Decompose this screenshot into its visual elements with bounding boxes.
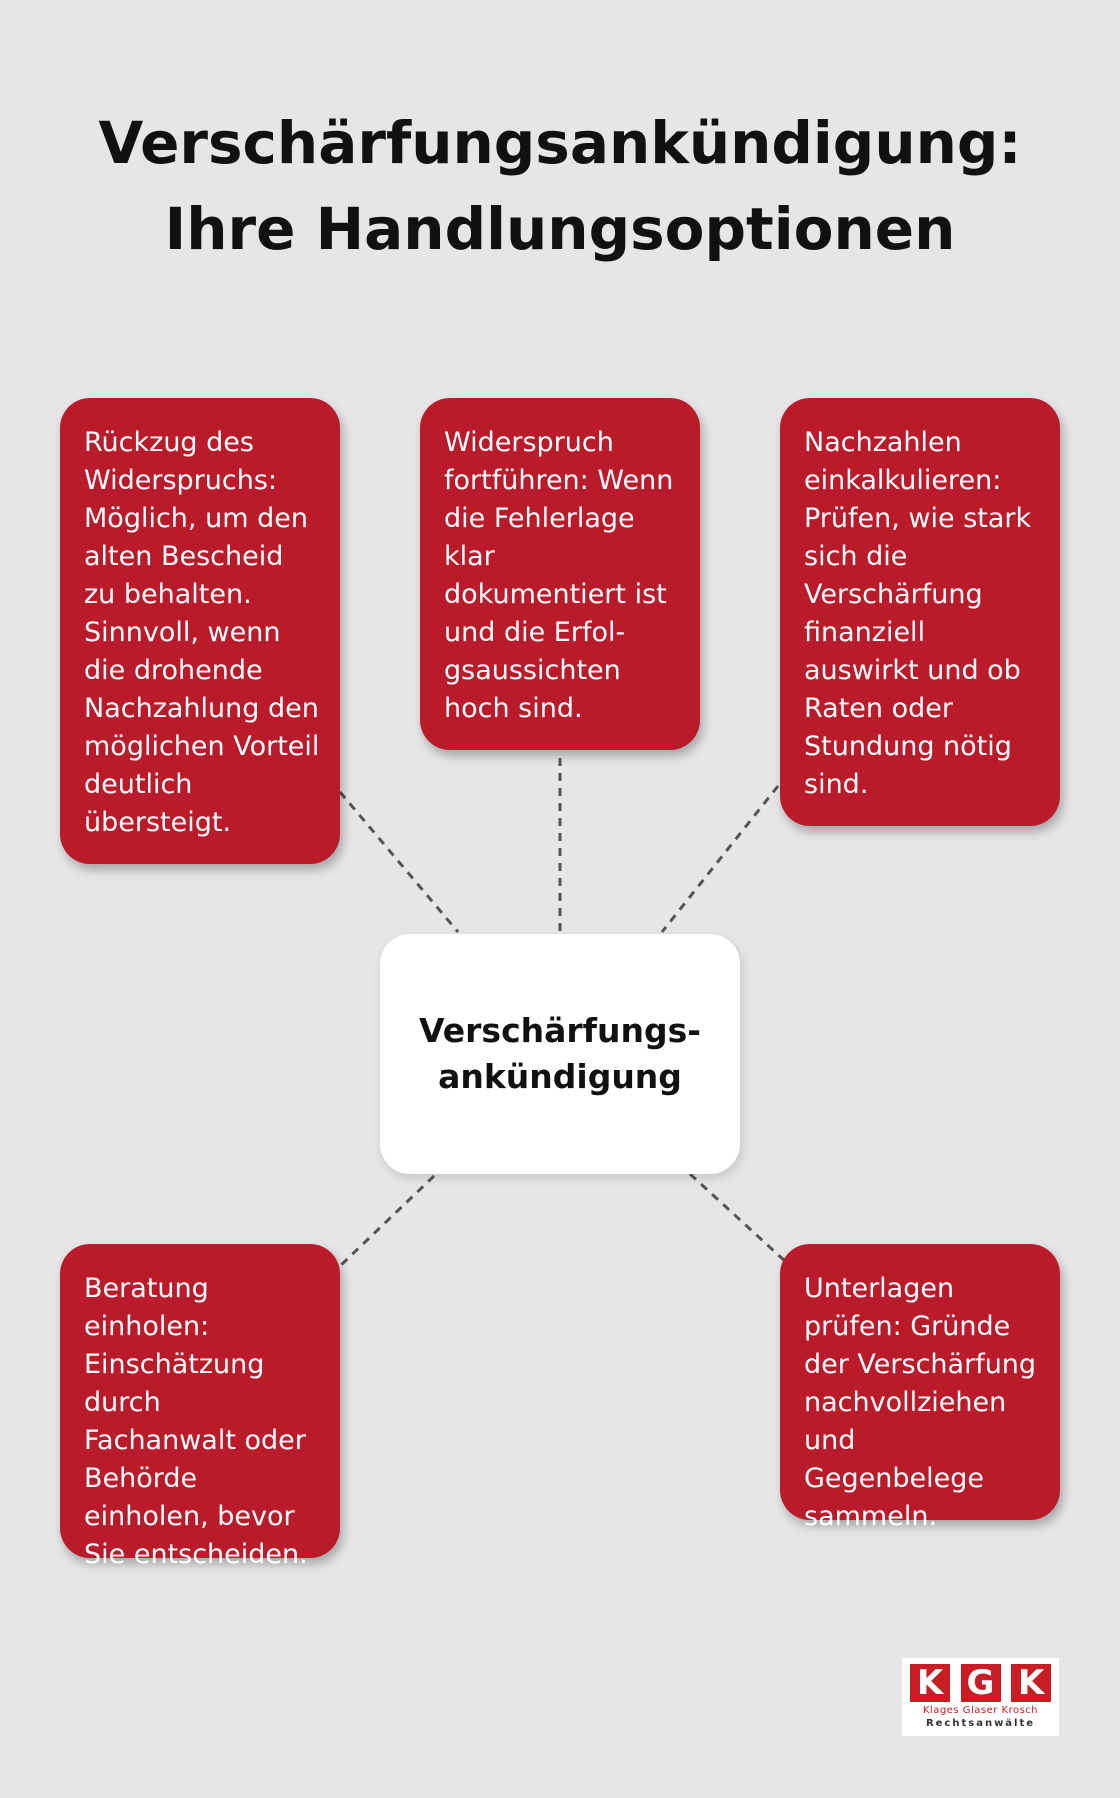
center-node xyxy=(380,934,740,1174)
connector-documents xyxy=(690,1174,786,1262)
option-withdraw-text: Rückzug des Widerspruchs: Möglich, um den alten Bescheid zu behalten. Sinnvoll, wenn die drohende Nachzahlung den möglichen Vorteil deutlich übersteigt. xyxy=(84,427,320,838)
option-plan-back-payment xyxy=(780,398,1060,826)
connector-withdraw xyxy=(340,792,458,932)
connector-backpay xyxy=(662,786,778,932)
option-get-advice xyxy=(60,1244,340,1570)
kgk-logo xyxy=(902,1658,1059,1736)
logo-subtitle: Rechtsanwälte xyxy=(925,1718,1036,1729)
option-documents-text: Unterlagen prüfen: Gründe der Verschärfung nachvollziehen und Gegenbelege sammeln. xyxy=(804,1273,1037,1532)
option-continue-objection xyxy=(420,398,700,750)
connector-advice xyxy=(340,1176,434,1266)
option-advice-text: Beratung einholen: Einschätzung durch Fachanwalt oder Behörde einholen, bevor Sie entscheiden. xyxy=(84,1273,308,1570)
logo-letters xyxy=(902,1664,1059,1702)
option-backpay-text: Nachzahlen einkalkulieren: Prüfen, wie stark sich die Verschärfung finanziell auswirkt und ob Raten oder Stundung nötig sind. xyxy=(804,427,1032,800)
title-line-1: Verschärfungsankündigung: xyxy=(98,109,1022,177)
title-line-2: Ihre Handlungsoptionen xyxy=(164,195,956,263)
logo-letter-k2: K xyxy=(1011,1664,1051,1702)
logo-letter-g: G xyxy=(961,1664,1001,1702)
center-line-1: Verschärfungs- xyxy=(419,1011,701,1050)
option-check-documents xyxy=(780,1244,1060,1532)
option-continue-text: Widerspruch fortführen: Wenn die Fehlerlage klar dokumentiert ist und die Erfol-gsaussichten hoch sind. xyxy=(444,427,674,724)
logo-letter-k1: K xyxy=(910,1664,950,1702)
option-withdraw-objection xyxy=(60,398,340,864)
logo-names: Klages Glaser Krosch xyxy=(922,1705,1039,1716)
center-line-2: ankündigung xyxy=(438,1057,682,1096)
